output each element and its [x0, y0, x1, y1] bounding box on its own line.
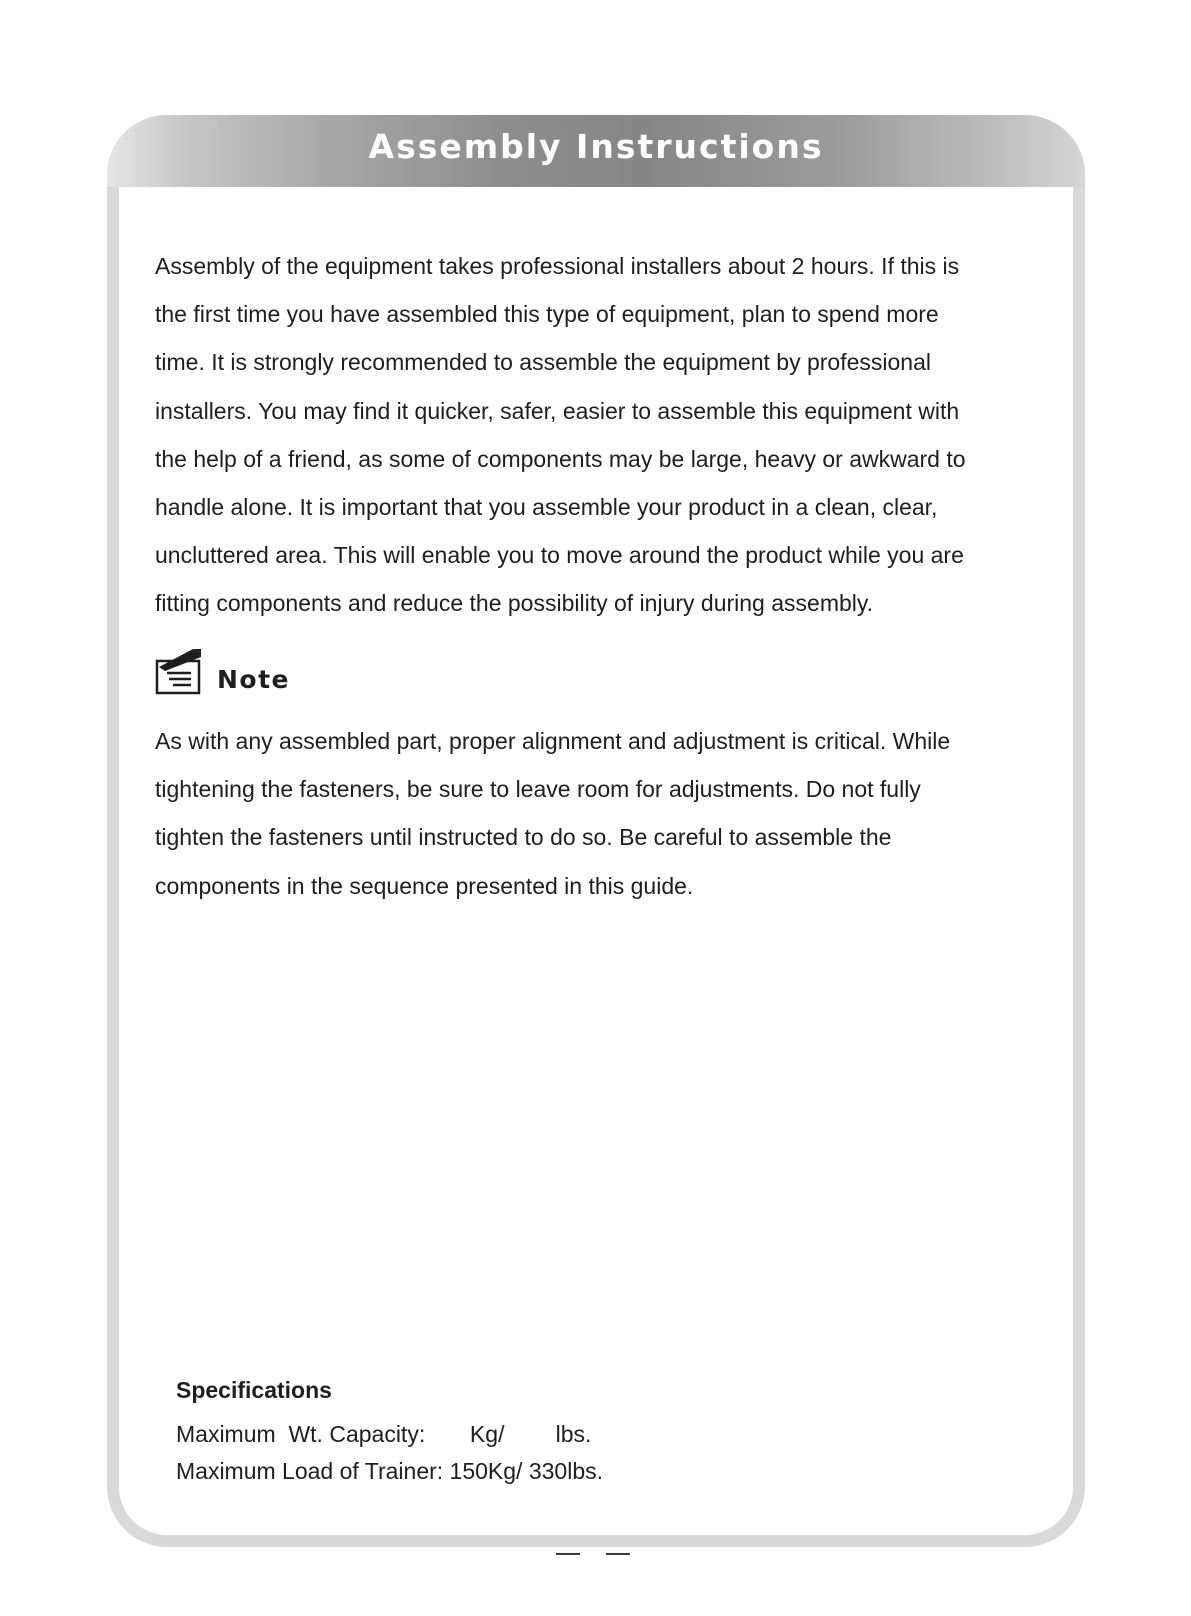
page-title: Assembly Instructions	[368, 127, 824, 166]
intro-line: installers. You may find it quicker, safer, easier to assemble this equipment with	[155, 397, 960, 424]
intro-paragraph	[155, 242, 1055, 628]
footer-dash	[556, 1553, 580, 1555]
spec-max-weight-capacity: Maximum Wt. Capacity: Kg/ lbs.	[176, 1421, 592, 1447]
page-number-placeholder	[556, 1553, 630, 1555]
note-line: tighten the fasteners until instructed to do so. Be careful to assemble the	[155, 824, 892, 851]
intro-line: uncluttered area. This will enable you to move around the product while you are	[155, 542, 964, 569]
note-line: tightening the fasteners, be sure to leave room for adjustments. Do not fully	[155, 776, 921, 803]
spec-max-load: Maximum Load of Trainer: 150Kg/ 330lbs.	[176, 1458, 604, 1484]
intro-line: handle alone. It is important that you assemble your product in a clean, clear,	[155, 494, 938, 521]
note-line: As with any assembled part, proper alignment and adjustment is critical. While	[155, 728, 951, 754]
note-heading	[155, 645, 290, 695]
note-label: Note	[217, 665, 291, 694]
footer-dash	[606, 1553, 630, 1555]
specifications-title: Specifications	[176, 1377, 332, 1403]
note-line: components in the sequence presented in this guide.	[155, 872, 694, 899]
intro-line: the help of a friend, as some of components may be large, heavy or awkward to	[155, 445, 966, 472]
intro-line: the first time you have assembled this type of equipment, plan to spend more	[155, 301, 939, 328]
specifications-block	[176, 1376, 603, 1490]
intro-line: Assembly of the equipment takes professional installers about 2 hours. If this is	[155, 253, 960, 279]
note-pencil-icon	[155, 647, 205, 695]
header-band	[107, 115, 1085, 187]
intro-line: fitting components and reduce the possibility of injury during assembly.	[155, 590, 874, 617]
note-paragraph	[155, 717, 1055, 910]
intro-line: time. It is strongly recommended to assemble the equipment by professional	[155, 349, 931, 376]
